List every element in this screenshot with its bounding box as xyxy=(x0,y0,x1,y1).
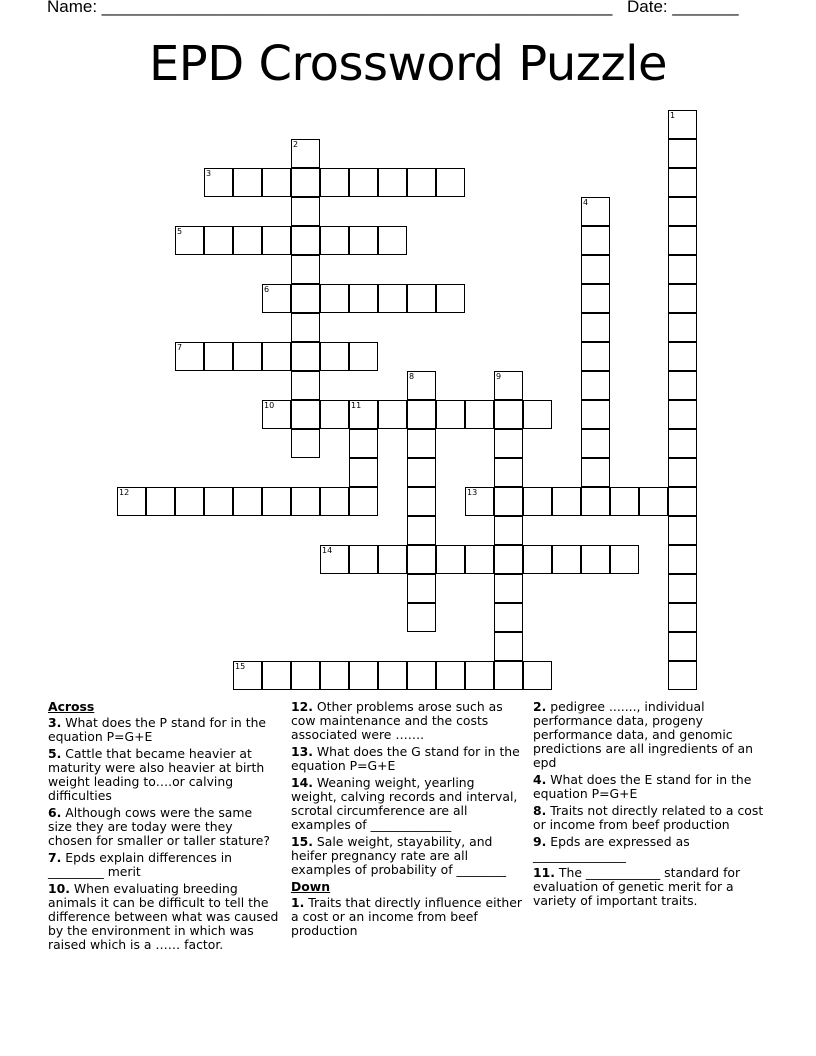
grid-cell xyxy=(581,429,610,458)
grid-cell xyxy=(349,429,378,458)
clue-number-label: 4. xyxy=(533,772,547,787)
clue-number: 3 xyxy=(206,169,212,178)
grid-cell xyxy=(407,284,436,313)
grid-cell xyxy=(668,545,697,574)
grid-cell xyxy=(668,458,697,487)
grid-cell xyxy=(668,661,697,690)
clue-item xyxy=(48,716,280,744)
clue-item xyxy=(48,882,280,952)
clue-number: 14 xyxy=(322,546,333,555)
clue-number: 2 xyxy=(293,140,299,149)
clue-text: Sale weight, stayability, and heifer pregnancy rate are all examples of probability of ________ xyxy=(291,834,507,877)
clue-item xyxy=(533,700,765,770)
clue-number-label: 12. xyxy=(291,699,313,714)
grid-cell xyxy=(436,400,465,429)
grid-cell xyxy=(610,545,639,574)
grid-cell xyxy=(668,342,697,371)
grid-cell xyxy=(320,284,349,313)
grid-cell xyxy=(262,226,291,255)
clue-text: Although cows were the same size they are today were they chosen for smaller or taller stature? xyxy=(48,805,270,848)
grid-cell xyxy=(581,342,610,371)
grid-cell xyxy=(175,226,204,255)
clue-item xyxy=(48,851,280,879)
clue-number-label: 15. xyxy=(291,834,313,849)
clue-number-label: 13. xyxy=(291,744,313,759)
grid-cell xyxy=(552,487,581,516)
grid-cell xyxy=(494,458,523,487)
grid-cell xyxy=(378,226,407,255)
grid-cell xyxy=(262,400,291,429)
grid-cell xyxy=(320,661,349,690)
clue-text: Epds are expressed as _______________ xyxy=(533,834,690,863)
grid-cell xyxy=(146,487,175,516)
clue-text: Other problems arose such as cow maintenance and the costs associated were ……. xyxy=(291,699,503,742)
clue-text: When evaluating breeding animals it can be difficult to tell the difference between what was caused by the environment in which was raised which is a …… factor. xyxy=(48,881,279,952)
grid-cell xyxy=(523,545,552,574)
clue-number-label: 1. xyxy=(291,895,305,910)
grid-cell xyxy=(291,661,320,690)
grid-cell xyxy=(610,487,639,516)
grid-cell xyxy=(436,545,465,574)
grid-cell xyxy=(349,400,378,429)
clue-number-label: 11. xyxy=(533,865,555,880)
grid-cell xyxy=(668,400,697,429)
grid-cell xyxy=(233,168,262,197)
grid-cell xyxy=(291,429,320,458)
grid-cell xyxy=(581,226,610,255)
grid-cell xyxy=(291,226,320,255)
grid-cell xyxy=(523,487,552,516)
grid-cell xyxy=(349,168,378,197)
clue-number-label: 14. xyxy=(291,775,313,790)
grid-cell xyxy=(465,661,494,690)
grid-cell xyxy=(668,226,697,255)
grid-cell xyxy=(378,545,407,574)
grid-cell xyxy=(668,516,697,545)
clue-text: Traits that directly influence either a cost or an income from beef production xyxy=(291,895,522,938)
clue-text: Traits not directly related to a cost or income from beef production xyxy=(533,803,764,832)
grid-cell xyxy=(320,400,349,429)
grid-cell xyxy=(407,574,436,603)
grid-cell xyxy=(407,516,436,545)
grid-cell xyxy=(291,168,320,197)
grid-cell xyxy=(552,545,581,574)
grid-cell xyxy=(465,545,494,574)
clue-column-3 xyxy=(533,700,765,911)
grid-cell xyxy=(668,255,697,284)
grid-cell xyxy=(494,516,523,545)
name-field-label: Name: ______________________________________________________ xyxy=(47,0,613,16)
grid-cell xyxy=(233,487,262,516)
grid-cell xyxy=(378,284,407,313)
grid-cell xyxy=(407,371,436,400)
grid-cell xyxy=(291,255,320,284)
grid-cell xyxy=(204,226,233,255)
grid-cell xyxy=(523,661,552,690)
grid-cell xyxy=(407,429,436,458)
grid-cell xyxy=(175,487,204,516)
date-field-label: Date: _______ xyxy=(627,0,739,16)
grid-cell xyxy=(378,661,407,690)
grid-cell xyxy=(668,313,697,342)
clue-column-1 xyxy=(48,700,280,955)
clue-number: 13 xyxy=(467,488,478,497)
grid-cell xyxy=(668,139,697,168)
clue-number-label: 7. xyxy=(48,850,62,865)
clue-number: 15 xyxy=(235,662,246,671)
clue-number: 10 xyxy=(264,401,275,410)
grid-cell xyxy=(407,487,436,516)
grid-cell xyxy=(581,284,610,313)
grid-cell xyxy=(668,632,697,661)
clue-item xyxy=(48,806,280,848)
grid-cell xyxy=(581,255,610,284)
grid-cell xyxy=(320,342,349,371)
grid-cell xyxy=(465,400,494,429)
grid-cell xyxy=(494,487,523,516)
grid-cell xyxy=(204,168,233,197)
grid-cell xyxy=(436,284,465,313)
grid-cell xyxy=(581,458,610,487)
grid-cell xyxy=(204,487,233,516)
grid-cell xyxy=(494,632,523,661)
grid-cell xyxy=(436,168,465,197)
clue-number-label: 6. xyxy=(48,805,62,820)
grid-cell xyxy=(494,603,523,632)
grid-cell xyxy=(320,545,349,574)
grid-cell xyxy=(262,168,291,197)
grid-cell xyxy=(117,487,146,516)
clue-number-label: 9. xyxy=(533,834,547,849)
grid-cell xyxy=(668,487,697,516)
clue-text: What does the E stand for in the equation P=G+E xyxy=(533,772,752,801)
grid-cell xyxy=(349,487,378,516)
grid-cell xyxy=(291,313,320,342)
grid-cell xyxy=(349,342,378,371)
clue-number-label: 5. xyxy=(48,746,62,761)
grid-cell xyxy=(639,487,668,516)
clue-number: 9 xyxy=(496,372,502,381)
grid-cell xyxy=(233,226,262,255)
clue-text: Weaning weight, yearling weight, calving records and interval, scrotal circumference are all examples of _____________ xyxy=(291,775,518,832)
grid-cell xyxy=(407,400,436,429)
grid-cell xyxy=(494,429,523,458)
grid-cell xyxy=(523,400,552,429)
grid-cell xyxy=(581,197,610,226)
clue-item xyxy=(533,835,765,863)
grid-cell xyxy=(262,284,291,313)
grid-cell xyxy=(291,342,320,371)
clue-number: 12 xyxy=(119,488,130,497)
grid-cell xyxy=(494,545,523,574)
clue-text: Epds explain differences in _________ merit xyxy=(48,850,233,879)
clue-text: What does the P stand for in the equation P=G+E xyxy=(48,715,267,744)
across-heading: Across xyxy=(48,699,95,714)
grid-cell xyxy=(291,487,320,516)
grid-cell xyxy=(262,487,291,516)
grid-cell xyxy=(349,458,378,487)
grid-cell xyxy=(407,661,436,690)
grid-cell xyxy=(581,313,610,342)
grid-cell xyxy=(349,284,378,313)
clue-item xyxy=(291,835,524,877)
grid-cell xyxy=(320,487,349,516)
grid-cell xyxy=(581,487,610,516)
grid-cell xyxy=(581,371,610,400)
clue-item xyxy=(291,896,524,938)
grid-cell xyxy=(407,545,436,574)
grid-cell xyxy=(175,342,204,371)
grid-cell xyxy=(262,661,291,690)
grid-cell xyxy=(581,400,610,429)
clue-number: 4 xyxy=(583,198,589,207)
grid-cell xyxy=(291,371,320,400)
grid-cell xyxy=(320,226,349,255)
clue-number: 5 xyxy=(177,227,183,236)
page-title: EPD Crossword Puzzle xyxy=(148,36,668,92)
grid-cell xyxy=(262,342,291,371)
grid-cell xyxy=(494,661,523,690)
clue-item xyxy=(291,776,524,832)
grid-cell xyxy=(407,603,436,632)
grid-cell xyxy=(668,110,697,139)
grid-cell xyxy=(291,284,320,313)
grid-cell xyxy=(349,226,378,255)
down-heading: Down xyxy=(291,879,331,894)
grid-cell xyxy=(291,197,320,226)
grid-cell xyxy=(581,545,610,574)
grid-cell xyxy=(320,168,349,197)
grid-cell xyxy=(668,197,697,226)
clue-number-label: 3. xyxy=(48,715,62,730)
grid-cell xyxy=(378,400,407,429)
grid-cell xyxy=(668,603,697,632)
grid-cell xyxy=(349,661,378,690)
grid-cell xyxy=(668,371,697,400)
grid-cell xyxy=(436,661,465,690)
clue-text: Cattle that became heavier at maturity were also heavier at birth weight leading to….or calving difficulties xyxy=(48,746,265,803)
clue-text: The ____________ standard for evaluation of genetic merit for a variety of important traits. xyxy=(533,865,741,908)
clue-number: 6 xyxy=(264,285,270,294)
grid-cell xyxy=(668,284,697,313)
clue-item xyxy=(291,745,524,773)
clue-number-label: 8. xyxy=(533,803,547,818)
clue-item xyxy=(533,773,765,801)
grid-cell xyxy=(233,661,262,690)
clue-number-label: 10. xyxy=(48,881,70,896)
clue-item xyxy=(533,804,765,832)
clue-number: 7 xyxy=(177,343,183,352)
clue-text: What does the G stand for in the equation P=G+E xyxy=(291,744,520,773)
clue-item xyxy=(291,700,524,742)
grid-cell xyxy=(204,342,233,371)
clue-number: 1 xyxy=(670,111,676,120)
grid-cell xyxy=(407,458,436,487)
grid-cell xyxy=(668,168,697,197)
grid-cell xyxy=(378,168,407,197)
grid-cell xyxy=(291,400,320,429)
grid-cell xyxy=(494,371,523,400)
clue-number: 8 xyxy=(409,372,415,381)
grid-cell xyxy=(494,574,523,603)
clue-item xyxy=(48,747,280,803)
grid-cell xyxy=(465,487,494,516)
clue-number-label: 2. xyxy=(533,699,547,714)
clue-text: pedigree ......., individual performance data, progeny performance data, and genomic predictions are all ingredients of an epd xyxy=(533,699,753,770)
grid-cell xyxy=(349,545,378,574)
grid-cell xyxy=(668,429,697,458)
grid-cell xyxy=(291,139,320,168)
grid-cell xyxy=(668,574,697,603)
clue-number: 11 xyxy=(351,401,362,410)
clue-column-2 xyxy=(291,700,524,941)
grid-cell xyxy=(407,168,436,197)
clue-item xyxy=(533,866,765,908)
grid-cell xyxy=(233,342,262,371)
grid-cell xyxy=(494,400,523,429)
